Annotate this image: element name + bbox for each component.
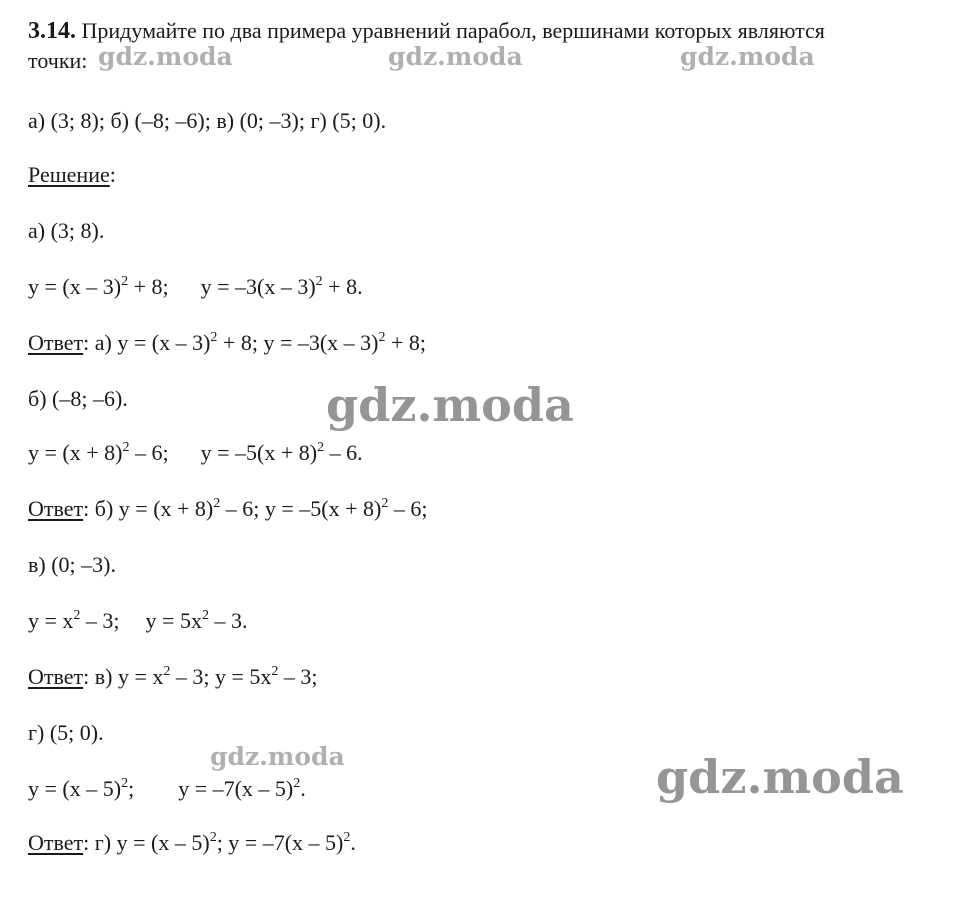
part-c-ans-3: – 3; [278,664,318,689]
part-d-ans-3: . [350,830,356,855]
part-c-answer: Ответ: в) $y = x^2 - 3$; $y = 5x^2 - 3$; [28,663,318,689]
part-a-eq1: y = (x – 3) [28,274,122,299]
exponent: 2 [73,607,81,623]
exponent: 2 [163,663,171,679]
watermark-logo: gdz.moda [98,42,233,71]
problem-text-line2: точки: [28,48,88,73]
part-d-equations [28,776,306,802]
exponent: 2 [343,829,351,845]
part-a-ans-3: + 8; [385,330,427,355]
exponent: 2 [122,439,130,455]
exponent: 2 [121,775,129,791]
exponent: 2 [293,775,301,791]
exponent: 2 [378,329,386,345]
answer-label: Ответ [28,664,84,689]
part-d-eq2-tail: . [300,776,306,801]
part-d-ans-2: ; y = –7(x – 5) [216,830,344,855]
answer-label: Ответ [28,330,84,355]
solution-heading: Решение: [28,162,116,187]
part-a-eq2: y = –3(x – 3) [200,274,316,299]
part-b-ans-1: б) y = (x + 8) [94,496,214,521]
part-b-answer: Ответ: б) $y = (x + 8)^2 - 6$; $y = -5(x + 8)^2 - 6$; [28,495,428,521]
exponent: 2 [201,607,209,623]
part-c-ans-1: в) y = x [94,664,164,689]
exponent: 2 [317,439,325,455]
part-c-eq2-tail: – 3. [208,608,248,633]
part-a-ans-2: + 8; y = –3(x – 3) [217,330,379,355]
answer-label: Ответ [28,830,84,855]
exponent: 2 [121,273,129,289]
part-c-ans-2: – 3; y = 5x [170,664,272,689]
part-a-eq1-tail: + 8; [128,274,169,299]
part-b-equations [28,440,363,466]
exponent: 2 [315,273,323,289]
watermark-logo: gdz.moda [210,742,345,771]
problem-options: а) (3; 8); б) (–8; –6); в) (0; –3); г) (5; 0). [28,108,387,133]
part-c-eq1-tail: – 3; [80,608,120,633]
exponent: 2 [210,329,218,345]
part-a-eq2-tail: + 8. [322,274,363,299]
part-c-vertex: в) (0; –3). [28,552,116,577]
part-c-eq2: y = 5x [145,608,202,633]
watermark-logo: gdz.moda [680,42,815,71]
watermark-logo: gdz.moda [388,42,523,71]
problem-number: 3.14. [28,18,76,44]
exponent: 2 [209,829,217,845]
watermark-logo: gdz.moda [656,750,904,804]
part-a-answer: Ответ: а) y = (x – 3)$^2$ + 8; y = –3(x – 3)$^2$ + 8; [28,329,427,355]
part-b-vertex: б) (–8; –6). [28,386,128,411]
part-a-ans-1: а) y = (x – 3) [94,330,211,355]
part-d-eq1: y = (x – 5) [28,776,122,801]
part-d-vertex: г) (5; 0). [28,720,104,745]
part-d-eq1-tail: ; [128,776,135,801]
exponent: 2 [271,663,279,679]
part-b-ans-3: – 6; [388,496,428,521]
part-d-eq2: y = –7(x – 5) [178,776,294,801]
part-b-eq2: y = –5(x + 8) [200,440,318,465]
exponent: 2 [213,495,221,511]
part-b-eq1: y = (x + 8) [28,440,123,465]
part-a-vertex: а) (3; 8). [28,218,105,243]
answer-label: Ответ [28,496,84,521]
part-c-equations [28,608,247,634]
problem-statement [28,18,825,44]
part-b-eq2-tail: – 6. [324,440,363,465]
problem-text-line1: Придумайте по два примера уравнений парабол, вершинами которых являются [81,18,825,43]
part-d-answer: Ответ: г) y = (x – 5)$^2$; y = –7(x – 5)$^2$. [28,829,356,855]
part-a-equations [28,274,363,300]
solution-label: Решение [28,162,110,187]
part-b-ans-2: – 6; y = –5(x + 8) [220,496,382,521]
watermark-logo: gdz.moda [326,378,574,432]
part-d-ans-1: г) y = (x – 5) [94,830,210,855]
part-b-eq1-tail: – 6; [129,440,169,465]
exponent: 2 [381,495,389,511]
part-c-eq1: y = x [28,608,74,633]
